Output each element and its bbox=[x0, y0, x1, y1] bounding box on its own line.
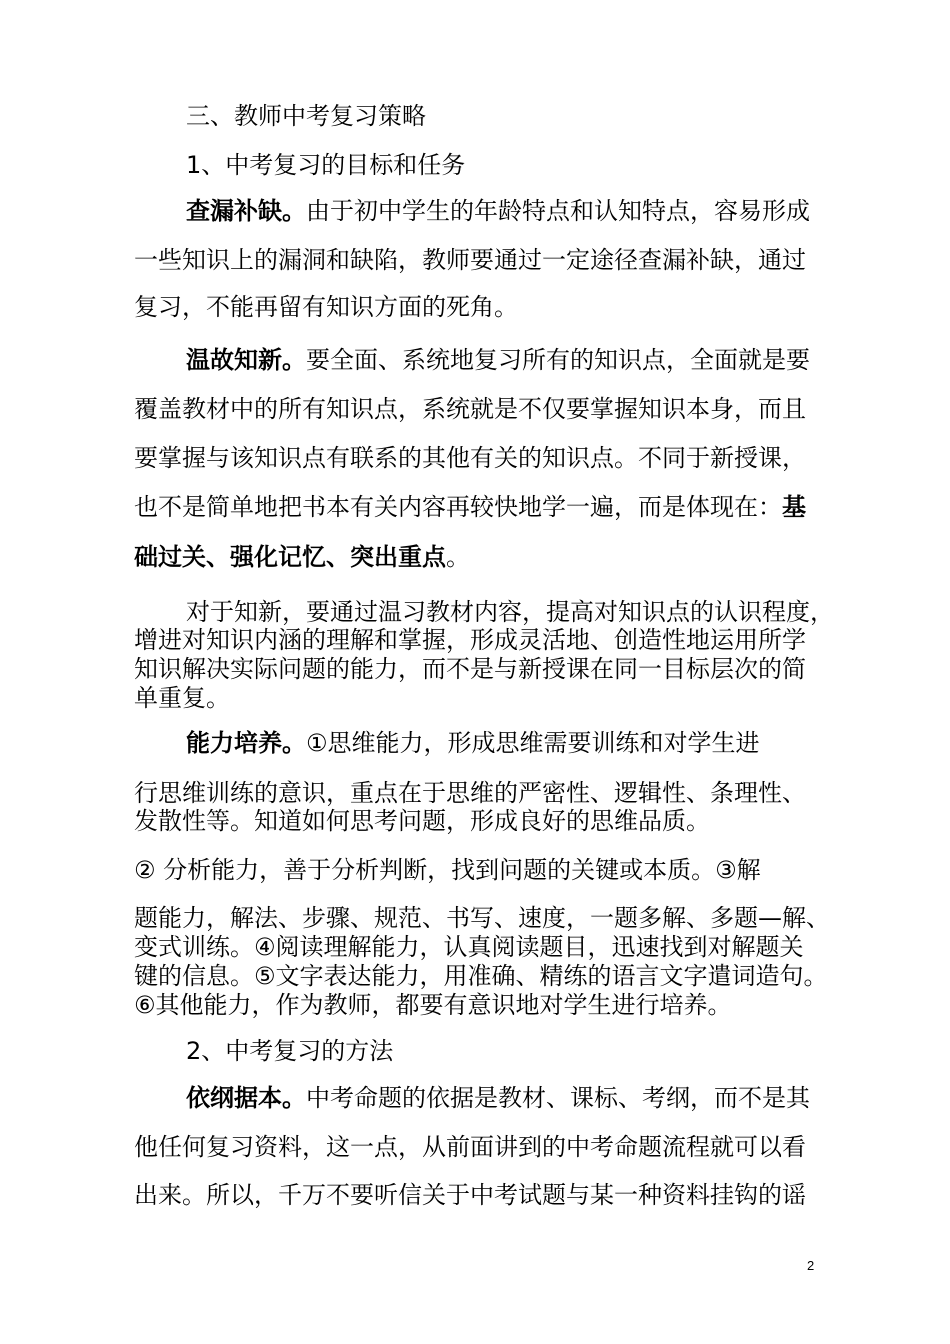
paragraph-line: 查漏补缺。由于初中学生的年龄特点和认知特点，容易形成 bbox=[186, 197, 810, 225]
paragraph-line: 增进对知识内涵的理解和掌握，形成灵活地、创造性地运用所学 bbox=[134, 626, 806, 654]
paragraph-line: 行思维训练的意识，重点在于思维的严密性、逻辑性、条理性、 bbox=[134, 779, 806, 807]
paragraph-line: 变式训练。④阅读理解能力，认真阅读题目，迅速找到对解题关 bbox=[134, 933, 804, 961]
paragraph-line: 一些知识上的漏洞和缺陷，教师要通过一定途径查漏补缺，通过 bbox=[134, 246, 806, 274]
paragraph-line: 题能力，解法、步骤、规范、书写、速度，一题多解、多题—解、 bbox=[134, 904, 830, 932]
subsection-heading-methods: 2、中考复习的方法 bbox=[186, 1037, 394, 1065]
page-number: 2 bbox=[807, 1258, 815, 1273]
bold-term: 依纲据本。 bbox=[186, 1084, 306, 1112]
section-heading: 三、教师中考复习策略 bbox=[186, 102, 426, 130]
bold-term: 础过关、强化记忆、突出重点 bbox=[134, 543, 446, 571]
paragraph-line: 知识解决实际问题的能力，而不是与新授课在同一目标层次的简 bbox=[134, 655, 806, 683]
paragraph-line: 要掌握与该知识点有联系的其他有关的知识点。不同于新授课， bbox=[134, 444, 806, 472]
paragraph-line: 发散性等。知道如何思考问题，形成良好的思维品质。 bbox=[134, 807, 710, 835]
paragraph-line: 依纲据本。中考命题的依据是教材、课标、考纲，而不是其 bbox=[186, 1084, 810, 1112]
paragraph-line: 复习，不能再留有知识方面的死角。 bbox=[134, 293, 518, 321]
paragraph-line: 他任何复习资料，这一点，从前面讲到的中考命题流程就可以看 bbox=[134, 1133, 806, 1161]
paragraph-line: 覆盖教材中的所有知识点，系统就是不仅要掌握知识本身，而且 bbox=[134, 395, 806, 423]
bold-term: 基 bbox=[782, 493, 806, 521]
bold-term: 查漏补缺。 bbox=[186, 197, 306, 225]
subsection-heading-goals: 1、中考复习的目标和任务 bbox=[186, 151, 466, 179]
paragraph-line: 键的信息。⑤文字表达能力，用准确、精练的语言文字遣词造句。 bbox=[134, 962, 828, 990]
paragraph-line: 出来。所以，千万不要听信关于中考试题与某一种资料挂钩的谣 bbox=[134, 1181, 806, 1209]
bold-term: 温故知新。 bbox=[186, 346, 306, 374]
paragraph-line: ② 分析能力，善于分析判断，找到问题的关键或本质。③解 bbox=[134, 856, 761, 884]
paragraph-line: 能力培养。①思维能力，形成思维需要训练和对学生进 bbox=[186, 729, 760, 757]
paragraph-line: 也不是简单地把书本有关内容再较快地学一遍，而是体现在：基 bbox=[134, 493, 806, 521]
paragraph-line: 温故知新。要全面、系统地复习所有的知识点，全面就是要 bbox=[186, 346, 810, 374]
bold-term: 能力培养。 bbox=[186, 729, 306, 757]
paragraph-line: ⑥其他能力，作为教师，都要有意识地对学生进行培养。 bbox=[134, 991, 732, 1019]
paragraph-line: 单重复。 bbox=[134, 684, 230, 712]
paragraph-line: 对于知新，要通过温习教材内容，提高对知识点的认识程度， bbox=[186, 598, 834, 626]
paragraph-line: 础过关、强化记忆、突出重点。 bbox=[134, 543, 470, 571]
